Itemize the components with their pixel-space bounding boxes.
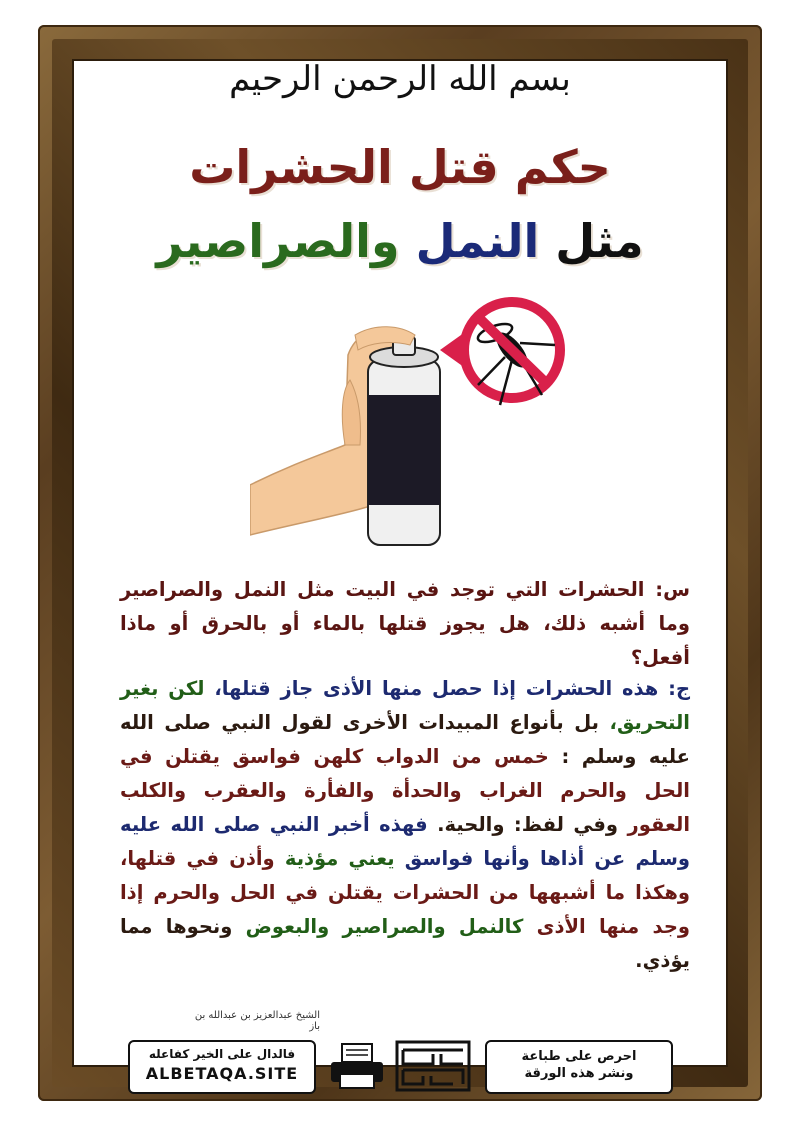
answer-part: لكن بغير التحريق، bbox=[120, 677, 690, 734]
page-title-line1: حكم قتل الحشرات bbox=[189, 140, 611, 194]
footer-print-line1: احرص على طباعة bbox=[521, 1049, 637, 1064]
footer-website-box bbox=[128, 1040, 316, 1094]
answer-part: ج: هذه الحشرات إذا حصل منها الأذى جاز قتلها، bbox=[214, 677, 690, 700]
footer-website[interactable]: ALBETAQA.SITE bbox=[145, 1064, 299, 1083]
albetaqa-logo bbox=[393, 1040, 473, 1092]
title-word-mithl: مثل bbox=[555, 214, 644, 268]
question-text: س: الحشرات التي توجد في البيت مثل النمل والصراصير وما أشبه ذلك، هل يجوز قتلها بالماء أو بالحرق أو ماذا أفعل؟ bbox=[120, 578, 690, 669]
answer-part: بل بأنواع المبيدات الأخرى لقول النبي صلى الله عليه وسلم : bbox=[120, 711, 690, 768]
page-title-line2 bbox=[90, 214, 710, 268]
answer-text bbox=[120, 672, 690, 978]
basmala-calligraphy: بسم الله الرحمن الرحيم bbox=[229, 59, 571, 99]
attribution: الشيخ عبدالعزيز بن عبدالله بن باز bbox=[194, 1010, 320, 1032]
answer-part: يعني مؤذية bbox=[284, 847, 395, 870]
footer-print-line2: ونشر هذه الورقة bbox=[524, 1066, 634, 1081]
answer-part: وفي لفظ: والحية. bbox=[437, 813, 619, 836]
footer-print-box bbox=[485, 1040, 673, 1094]
title-word-ants: النمل bbox=[415, 214, 540, 268]
answer-part: كالنمل والصراصير والبعوض bbox=[245, 915, 524, 938]
title-word-cockroaches: والصراصير bbox=[156, 214, 400, 268]
footer bbox=[128, 1040, 673, 1092]
hadith-text: خمس من الدواب كلهن فواسق يقتلن في الحل والحرم الغراب والحدأة والفأرة والعقرب والكلب العقور bbox=[120, 745, 690, 836]
answer-part: ونحوها مما يؤذي. bbox=[120, 915, 690, 972]
spray-can-hand-no-mosquito-icon bbox=[250, 295, 580, 550]
answer-part: وأذن في قتلها، وهكذا ما أشبهها من الحشرات يقتلن في الحل والحرم إذا وجد منها الأذى bbox=[120, 847, 690, 938]
printer-icon bbox=[328, 1042, 386, 1090]
spray-can-label bbox=[368, 395, 440, 505]
answer-part: فهذه أخبر النبي صلى الله عليه وسلم عن أذاها وأنها فواسق bbox=[120, 813, 691, 870]
footer-slogan: فالدال على الخير كفاعله bbox=[148, 1047, 296, 1061]
